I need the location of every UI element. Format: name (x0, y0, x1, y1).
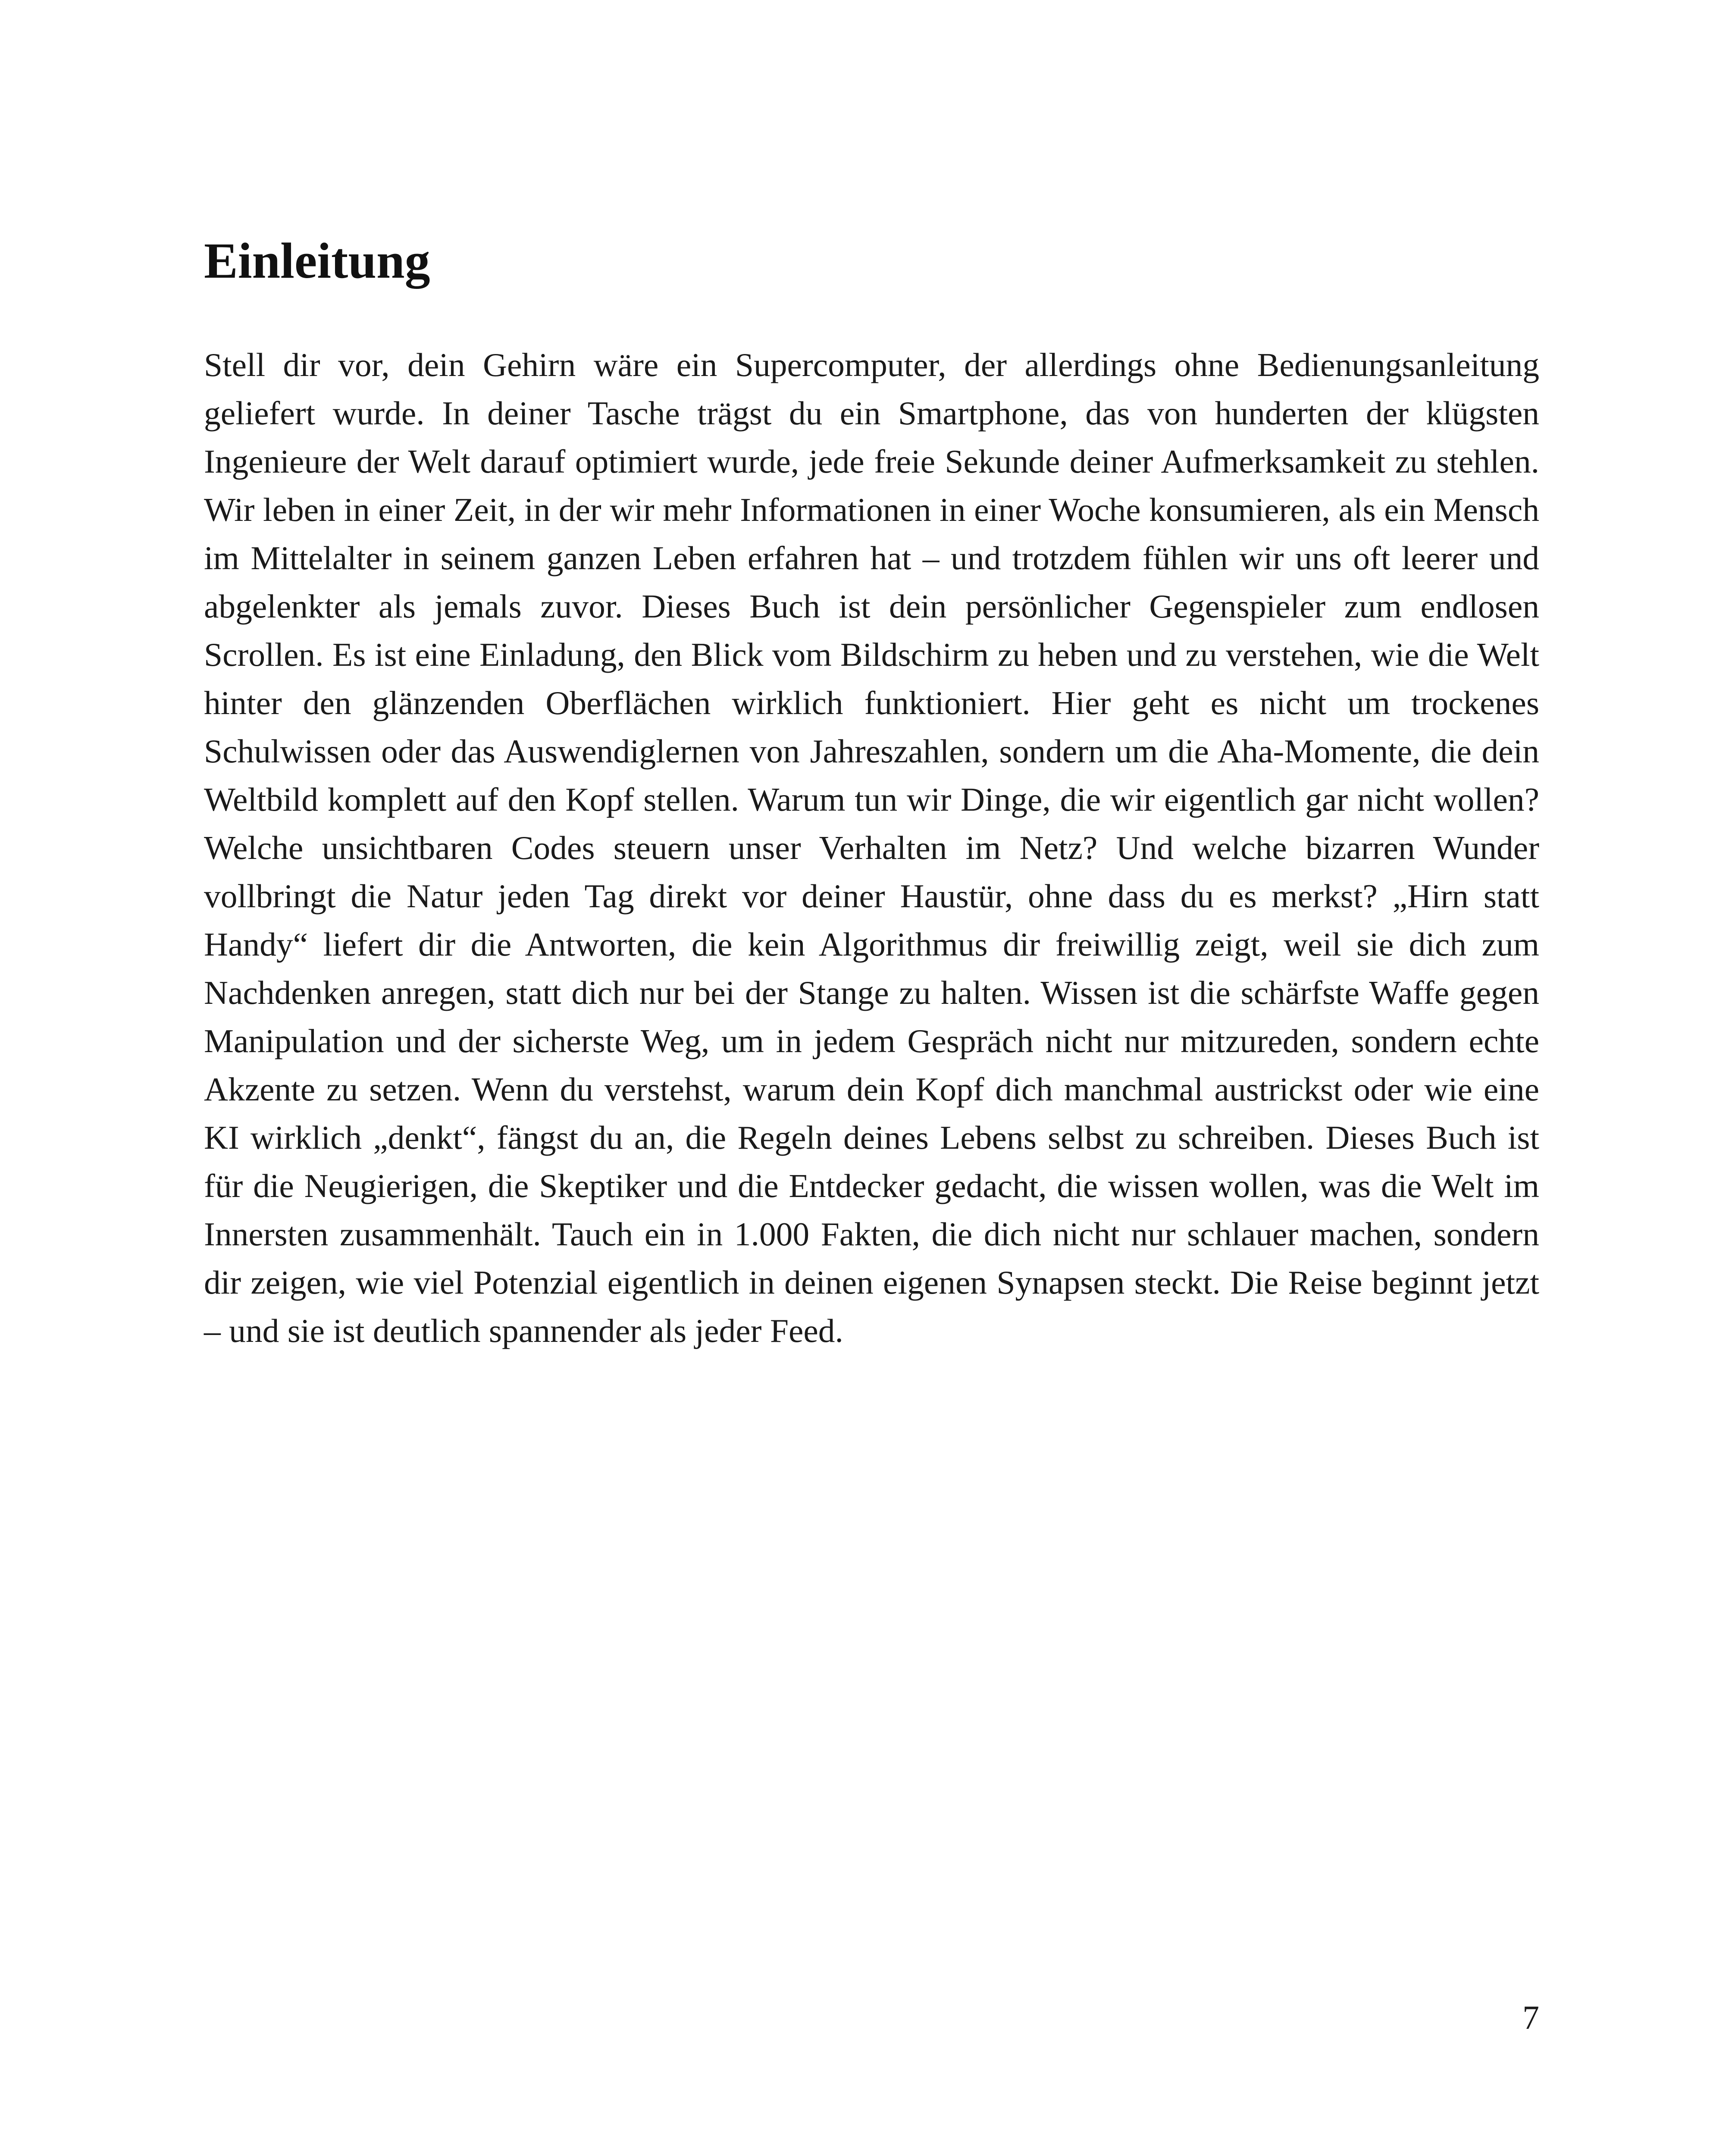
body-paragraph: Stell dir vor, dein Gehirn wäre ein Supercomputer, der allerdings ohne Bedienungsanleitung geliefert wurde. In deiner Tasche trägst du ein Smartphone, das von hunderten der klügsten Ingenieure der Welt darauf optimiert wurde, jede freie Sekunde deiner Aufmerksamkeit zu stehlen. Wir leben in einer Zeit, in der wir mehr Informationen in einer Woche konsumieren, als ein Mensch im Mittelalter in seinem ganzen Leben erfahren hat – und trotzdem fühlen wir uns oft leerer und abgelenkter als jemals zuvor. Dieses Buch ist dein persönlicher Gegenspieler zum endlosen Scrollen. Es ist eine Einladung, den Blick vom Bildschirm zu heben und zu verstehen, wie die Welt hinter den glänzenden Oberflächen wirklich funktioniert. Hier geht es nicht um trockenes Schulwissen oder das Auswendiglernen von Jahreszahlen, sondern um die Aha-Momente, die dein Weltbild komplett auf den Kopf stellen. Warum tun wir Dinge, die wir eigentlich gar nicht wollen? Welche unsichtbaren Codes steuern unser Verhalten im Netz? Und welche bizarren Wunder vollbringt die Natur jeden Tag direkt vor deiner Haustür, ohne dass du es merkst? „Hirn statt Handy“ liefert dir die Antworten, die kein Algorithmus dir freiwillig zeigt, weil sie dich zum Nachdenken anregen, statt dich nur bei der Stange zu halten. Wissen ist die schärfste Waffe gegen Manipulation und der sicherste Weg, um in jedem Gespräch nicht nur mitzureden, sondern echte Akzente zu setzen. Wenn du verstehst, warum dein Kopf dich manchmal austrickst oder wie eine KI wirklich „denkt“, fängst du an, die Regeln deines Lebens selbst zu schreiben. Dieses Buch ist für die Neugierigen, die Skeptiker und die Entdecker gedacht, die wissen wollen, was die Welt im Innersten zusammenhält. Tauch ein in 1.000 Fakten, die dich nicht nur schlauer machen, sondern dir zeigen, wie viel Potenzial eigentlich in deinen eigenen Synapsen steckt. Die Reise beginnt jetzt – und sie ist deutlich spannender als jeder Feed. (204, 346, 1539, 1349)
chapter-title: Einleitung (204, 232, 430, 289)
page-number: 7 (1522, 1999, 1539, 2036)
